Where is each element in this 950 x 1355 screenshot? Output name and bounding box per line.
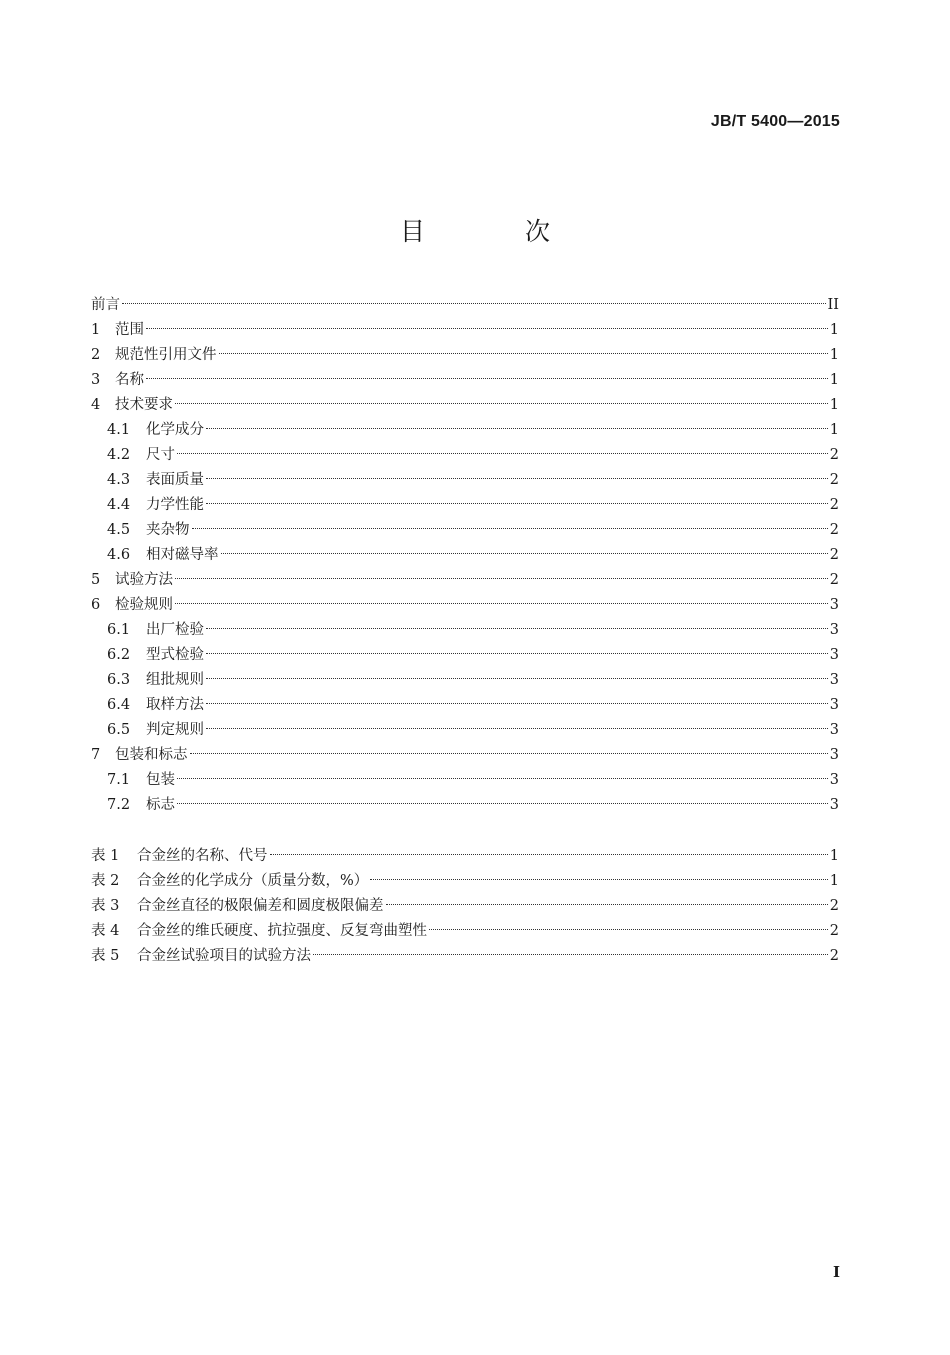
- toc-entry-page: 2: [829, 522, 839, 538]
- dot-leader: [270, 854, 828, 855]
- toc-entry-number: 5: [91, 572, 101, 588]
- toc-entry-label: 检验规则: [115, 597, 173, 613]
- toc-entry-page: 3: [829, 747, 839, 763]
- toc-entry-label: 范围: [115, 322, 144, 338]
- toc-entry-number: 4.1: [107, 422, 131, 438]
- table-list: [91, 844, 839, 969]
- toc-entry[interactable]: [91, 493, 839, 518]
- dot-leader: [219, 353, 828, 354]
- dot-leader: [206, 428, 828, 429]
- dot-leader: [313, 954, 828, 955]
- dot-leader: [206, 503, 828, 504]
- dot-leader: [192, 528, 828, 529]
- toc-entry[interactable]: [91, 393, 839, 418]
- toc-entry[interactable]: [91, 318, 839, 343]
- dot-leader: [206, 653, 828, 654]
- toc-entry-page: 1: [829, 397, 839, 413]
- toc-entry-page: 1: [829, 372, 839, 388]
- toc-entry-label: 取样方法: [146, 697, 204, 713]
- toc-entry-page: 3: [829, 722, 839, 738]
- toc-entry-number: 7.1: [107, 772, 131, 788]
- page-number: I: [832, 1263, 840, 1281]
- toc-entry[interactable]: [91, 743, 839, 768]
- table-entry-label: 合金丝直径的极限偏差和圆度极限偏差: [137, 898, 384, 914]
- dot-leader: [206, 728, 828, 729]
- dot-leader: [190, 753, 828, 754]
- dot-leader: [206, 478, 828, 479]
- toc-entry[interactable]: [91, 568, 839, 593]
- toc-entry-page: 2: [829, 572, 839, 588]
- toc-entry-page: 3: [829, 697, 839, 713]
- toc-entry-label: 型式检验: [146, 647, 204, 663]
- toc-entry[interactable]: [91, 293, 839, 318]
- toc-entry-number: 6.3: [107, 672, 131, 688]
- toc-entry-page: 3: [829, 597, 839, 613]
- table-entry-number: 表 2: [91, 873, 120, 889]
- toc-list: [91, 293, 839, 818]
- toc-entry-number: 6.1: [107, 622, 131, 638]
- standard-number: JB/T 5400—2015: [710, 113, 840, 130]
- table-entry-page: 2: [829, 948, 839, 964]
- toc-entry-label: 试验方法: [115, 572, 173, 588]
- dot-leader: [146, 378, 828, 379]
- toc-entry-label: 尺寸: [146, 447, 175, 463]
- toc-entry-label: 标志: [146, 797, 175, 813]
- page-title: 目 次: [400, 217, 596, 246]
- toc-entry[interactable]: [91, 468, 839, 493]
- toc-entry-page: 2: [829, 547, 839, 563]
- dot-leader: [175, 403, 828, 404]
- dot-leader: [206, 628, 828, 629]
- toc-entry-page: II: [827, 297, 839, 313]
- toc-entry-label: 出厂检验: [146, 622, 204, 638]
- table-entry-number: 表 3: [91, 898, 120, 914]
- table-entry-label: 合金丝试验项目的试验方法: [137, 948, 311, 964]
- toc-entry-number: 4.3: [107, 472, 131, 488]
- toc-entry[interactable]: [91, 593, 839, 618]
- table-entry-label: 合金丝的维氏硬度、抗拉强度、反复弯曲塑性: [137, 923, 427, 939]
- toc-entry-number: 6.5: [107, 722, 131, 738]
- toc-entry-page: 1: [829, 347, 839, 363]
- toc-entry[interactable]: [91, 643, 839, 668]
- toc-entry-page: 2: [829, 472, 839, 488]
- toc-entry[interactable]: [91, 693, 839, 718]
- toc-entry-page: 2: [829, 447, 839, 463]
- toc-entry-label: 包装和标志: [115, 747, 188, 763]
- table-entry[interactable]: [91, 844, 839, 869]
- dot-leader: [206, 703, 828, 704]
- toc-entry-label: 前言: [91, 297, 120, 313]
- toc-entry-page: 3: [829, 797, 839, 813]
- toc-entry-page: 3: [829, 647, 839, 663]
- toc-entry-number: 6.4: [107, 697, 131, 713]
- toc-entry[interactable]: [91, 768, 839, 793]
- dot-leader: [177, 453, 828, 454]
- toc-entry-label: 组批规则: [146, 672, 204, 688]
- toc-entry[interactable]: [91, 793, 839, 818]
- dot-leader: [177, 803, 828, 804]
- table-entry[interactable]: [91, 944, 839, 969]
- dot-leader: [206, 678, 828, 679]
- toc-entry[interactable]: [91, 343, 839, 368]
- toc-entry[interactable]: [91, 618, 839, 643]
- table-entry[interactable]: [91, 919, 839, 944]
- dot-leader: [221, 553, 828, 554]
- toc-entry-number: 7.2: [107, 797, 131, 813]
- toc-entry-number: 4.4: [107, 497, 131, 513]
- table-entry-label: 合金丝的名称、代号: [137, 848, 268, 864]
- toc-entry[interactable]: [91, 518, 839, 543]
- table-entry-page: 1: [829, 848, 839, 864]
- toc-entry-page: 2: [829, 497, 839, 513]
- dot-leader: [429, 929, 828, 930]
- toc-entry[interactable]: [91, 418, 839, 443]
- dot-leader: [386, 904, 828, 905]
- toc-entry[interactable]: [91, 543, 839, 568]
- toc-entry-label: 相对磁导率: [146, 547, 219, 563]
- dot-leader: [146, 328, 828, 329]
- toc-entry-number: 4.5: [107, 522, 131, 538]
- table-entry-number: 表 4: [91, 923, 120, 939]
- table-entry-number: 表 5: [91, 948, 120, 964]
- table-entry-page: 2: [829, 898, 839, 914]
- table-entry-page: 1: [829, 873, 839, 889]
- table-entry[interactable]: [91, 869, 839, 894]
- table-entry-page: 2: [829, 923, 839, 939]
- toc-entry-label: 名称: [115, 372, 144, 388]
- dot-leader: [175, 578, 828, 579]
- toc-entry-number: 6.2: [107, 647, 131, 663]
- toc-entry-label: 判定规则: [146, 722, 204, 738]
- toc-entry-number: 2: [91, 347, 101, 363]
- toc-entry-number: 4: [91, 397, 101, 413]
- dot-leader: [175, 603, 828, 604]
- toc-entry-label: 包装: [146, 772, 175, 788]
- toc-entry-label: 规范性引用文件: [115, 347, 217, 363]
- dot-leader: [370, 879, 827, 880]
- toc-entry[interactable]: [91, 668, 839, 693]
- toc-entry-label: 力学性能: [146, 497, 204, 513]
- toc-entry-number: 3: [91, 372, 101, 388]
- table-entry-number: 表 1: [91, 848, 120, 864]
- toc-entry-number: 6: [91, 597, 101, 613]
- toc-entry-label: 表面质量: [146, 472, 204, 488]
- table-entry[interactable]: [91, 894, 839, 919]
- toc-entry-page: 3: [829, 672, 839, 688]
- toc-entry-label: 夹杂物: [146, 522, 190, 538]
- toc-entry-number: 4.2: [107, 447, 131, 463]
- toc-entry-page: 1: [829, 422, 839, 438]
- toc-entry-number: 7: [91, 747, 101, 763]
- table-entry-label: 合金丝的化学成分（质量分数，%）: [137, 873, 369, 889]
- toc-entry[interactable]: [91, 718, 839, 743]
- toc-entry-page: 3: [829, 772, 839, 788]
- toc-entry-label: 技术要求: [115, 397, 173, 413]
- dot-leader: [122, 303, 826, 304]
- toc-entry[interactable]: [91, 368, 839, 393]
- toc-entry-page: 1: [829, 322, 839, 338]
- toc-entry-label: 化学成分: [146, 422, 204, 438]
- toc-entry-page: 3: [829, 622, 839, 638]
- toc-entry-number: 4.6: [107, 547, 131, 563]
- dot-leader: [177, 778, 828, 779]
- toc-entry-number: 1: [91, 322, 101, 338]
- toc-entry[interactable]: [91, 443, 839, 468]
